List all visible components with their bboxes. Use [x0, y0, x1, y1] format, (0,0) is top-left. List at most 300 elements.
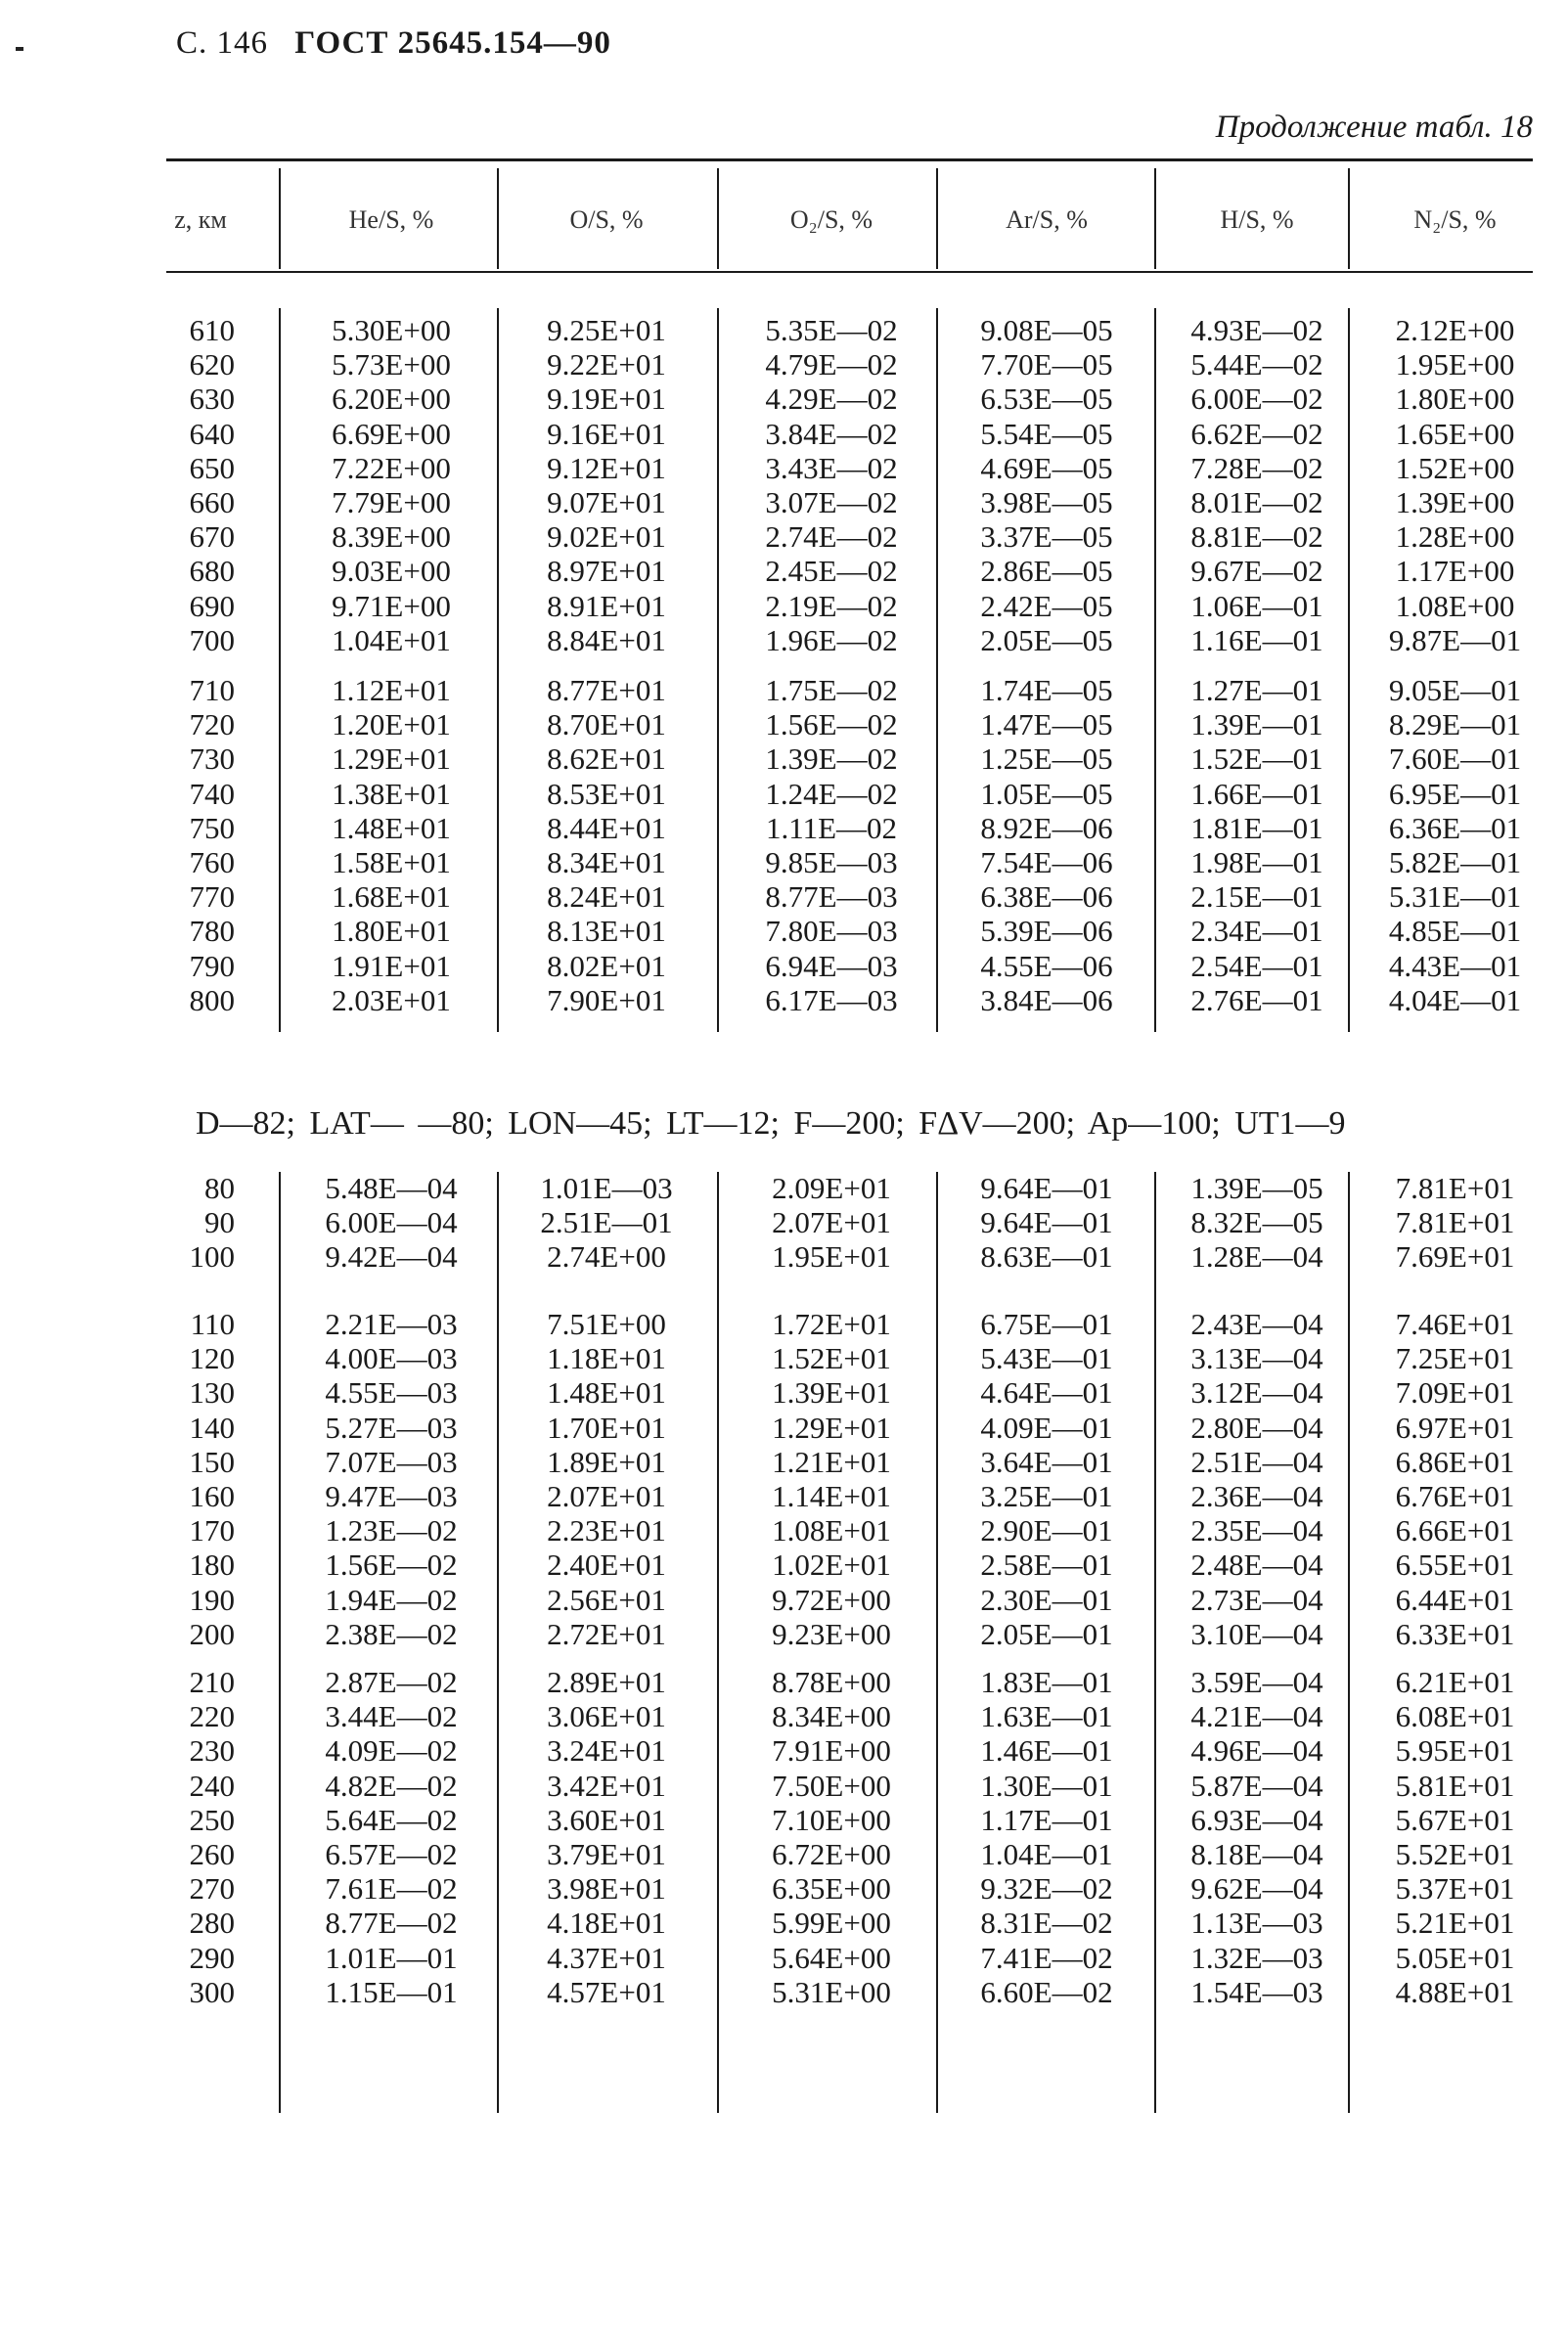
cell-o2: 1.52E+01	[772, 1341, 891, 1376]
document-code: ГОСТ 25645.154—90	[294, 25, 611, 61]
cell-o2: 7.50E+00	[772, 1768, 891, 1803]
cell-altitude: 260	[189, 1837, 235, 1871]
cell-altitude: 630	[189, 381, 235, 417]
cell-h: 7.28E—02	[1190, 450, 1323, 485]
cell-o: 9.19E+01	[547, 381, 666, 417]
cell-h: 1.39E—05	[1190, 1171, 1323, 1205]
cell-o2: 2.45E—02	[765, 554, 898, 589]
cell-altitude: 670	[189, 519, 235, 555]
cell-ar: 4.55E—06	[980, 948, 1113, 983]
table-top-rule	[166, 158, 1533, 161]
cell-ar: 2.30E—01	[980, 1582, 1113, 1617]
cell-n2: 4.04E—01	[1388, 982, 1522, 1017]
cell-o2: 1.75E—02	[765, 673, 898, 707]
parameters-line: D—82; LAT— —80; LON—45; LT—12; F—200; FΔV—200; Ap—100; UT1—9	[196, 1105, 1346, 1142]
cell-o: 8.13E+01	[547, 914, 666, 949]
cell-h: 1.28E—04	[1190, 1239, 1323, 1275]
cell-o2: 1.08E+01	[772, 1513, 891, 1548]
cell-o: 9.07E+01	[547, 485, 666, 519]
cell-o: 9.22E+01	[547, 347, 666, 382]
cell-o: 2.72E+01	[547, 1616, 666, 1651]
cell-ar: 1.30E—01	[980, 1768, 1113, 1803]
cell-he: 1.38E+01	[332, 776, 451, 811]
cell-o: 1.18E+01	[547, 1341, 666, 1376]
cell-ar: 2.05E—05	[980, 622, 1113, 657]
cell-altitude: 730	[189, 741, 235, 777]
cell-he: 1.58E+01	[332, 845, 451, 879]
cell-o2: 3.07E—02	[765, 485, 898, 519]
cell-altitude: 780	[189, 914, 235, 949]
cell-o2: 1.39E—02	[765, 741, 898, 777]
cell-h: 1.98E—01	[1190, 845, 1323, 879]
cell-he: 2.03E+01	[332, 982, 451, 1017]
cell-altitude: 220	[189, 1699, 235, 1734]
column-header-n2: N₂/S, %	[1413, 205, 1497, 234]
cell-ar: 6.60E—02	[980, 1974, 1113, 2009]
cell-n2: 1.52E+00	[1395, 450, 1515, 485]
cell-he: 1.04E+01	[332, 622, 451, 657]
cell-ar: 9.32E—02	[980, 1871, 1113, 1907]
cell-o2: 2.74E—02	[765, 519, 898, 555]
cell-he: 6.20E+00	[332, 381, 451, 417]
cell-o2: 8.78E+00	[772, 1665, 891, 1699]
cell-he: 7.22E+00	[332, 450, 451, 485]
cell-o: 9.25E+01	[547, 313, 666, 347]
cell-o2: 1.14E+01	[772, 1479, 891, 1513]
cell-ar: 7.70E—05	[980, 347, 1113, 382]
table-row	[0, 1975, 1568, 2009]
cell-h: 9.62E—04	[1190, 1871, 1323, 1907]
table-row	[0, 417, 1568, 451]
cell-h: 1.32E—03	[1190, 1940, 1323, 1975]
cell-altitude: 280	[189, 1906, 235, 1941]
cell-h: 6.93E—04	[1190, 1802, 1323, 1837]
cell-o: 3.42E+01	[547, 1768, 666, 1803]
cell-altitude: 800	[189, 982, 235, 1017]
column-divider	[279, 168, 281, 269]
cell-he: 1.91E+01	[332, 948, 451, 983]
cell-h: 1.39E—01	[1190, 707, 1323, 742]
cell-n2: 6.08E+01	[1395, 1699, 1515, 1734]
cell-altitude: 700	[189, 622, 235, 657]
cell-h: 2.54E—01	[1190, 948, 1323, 983]
cell-ar: 1.46E—01	[980, 1733, 1113, 1769]
cell-h: 6.00E—02	[1190, 381, 1323, 417]
cell-h: 3.59E—04	[1190, 1665, 1323, 1699]
cell-o: 7.51E+00	[547, 1307, 666, 1341]
table-header-rule	[166, 271, 1533, 273]
cell-ar: 5.39E—06	[980, 914, 1113, 949]
cell-o: 3.60E+01	[547, 1802, 666, 1837]
cell-he: 9.71E+00	[332, 588, 451, 623]
cell-o: 2.74E+00	[547, 1239, 666, 1275]
cell-o2: 2.09E+01	[772, 1171, 891, 1205]
table-row	[0, 1411, 1568, 1445]
cell-h: 5.87E—04	[1190, 1768, 1323, 1803]
cell-n2: 5.05E+01	[1395, 1940, 1515, 1975]
cell-n2: 2.12E+00	[1395, 313, 1515, 347]
column-header-he: He/S, %	[348, 205, 434, 234]
table-row	[0, 1733, 1568, 1768]
cell-o2: 2.19E—02	[765, 588, 898, 623]
cell-altitude: 210	[189, 1665, 235, 1699]
cell-he: 5.64E—02	[325, 1802, 458, 1837]
cell-n2: 6.36E—01	[1388, 810, 1522, 845]
cell-o: 3.98E+01	[547, 1871, 666, 1907]
cell-o: 2.40E+01	[547, 1548, 666, 1583]
cell-n2: 6.33E+01	[1395, 1616, 1515, 1651]
cell-altitude: 170	[189, 1513, 235, 1548]
cell-h: 3.12E—04	[1190, 1375, 1323, 1411]
cell-n2: 5.31E—01	[1388, 879, 1522, 915]
cell-altitude: 80	[204, 1171, 235, 1205]
cell-o: 8.77E+01	[547, 673, 666, 707]
cell-o: 1.89E+01	[547, 1444, 666, 1479]
cell-altitude: 120	[189, 1341, 235, 1376]
cell-altitude: 250	[189, 1802, 235, 1837]
cell-o2: 1.96E—02	[765, 622, 898, 657]
cell-he: 2.87E—02	[325, 1665, 458, 1699]
cell-he: 2.38E—02	[325, 1616, 458, 1651]
cell-o: 8.34E+01	[547, 845, 666, 879]
cell-o2: 4.79E—02	[765, 347, 898, 382]
cell-o2: 8.34E+00	[772, 1699, 891, 1734]
cell-o: 8.97E+01	[547, 554, 666, 589]
table-row	[0, 673, 1568, 707]
cell-o: 3.24E+01	[547, 1733, 666, 1769]
cell-n2: 6.44E+01	[1395, 1582, 1515, 1617]
cell-ar: 3.98E—05	[980, 485, 1113, 519]
cell-o2: 9.85E—03	[765, 845, 898, 879]
cell-o: 4.57E+01	[547, 1974, 666, 2009]
column-divider	[1154, 168, 1156, 269]
cell-o: 7.90E+01	[547, 982, 666, 1017]
cell-o2: 3.84E—02	[765, 416, 898, 451]
cell-ar: 8.31E—02	[980, 1906, 1113, 1941]
cell-h: 2.76E—01	[1190, 982, 1323, 1017]
table-row	[0, 777, 1568, 811]
cell-h: 1.66E—01	[1190, 776, 1323, 811]
cell-n2: 4.43E—01	[1388, 948, 1522, 983]
cell-he: 1.80E+01	[332, 914, 451, 949]
cell-o2: 1.95E+01	[772, 1239, 891, 1275]
cell-altitude: 200	[189, 1616, 235, 1651]
table-row	[0, 1375, 1568, 1410]
cell-altitude: 790	[189, 948, 235, 983]
cell-o: 8.24E+01	[547, 879, 666, 915]
cell-ar: 6.75E—01	[980, 1307, 1113, 1341]
table-row	[0, 1205, 1568, 1239]
cell-o2: 1.39E+01	[772, 1375, 891, 1411]
column-header-o: O/S, %	[569, 205, 644, 234]
cell-h: 2.34E—01	[1190, 914, 1323, 949]
cell-he: 5.48E—04	[325, 1171, 458, 1205]
cell-o: 8.62E+01	[547, 741, 666, 777]
table-row	[0, 1803, 1568, 1837]
cell-n2: 6.21E+01	[1395, 1665, 1515, 1699]
cell-o: 1.48E+01	[547, 1375, 666, 1411]
cell-altitude: 610	[189, 313, 235, 347]
cell-altitude: 110	[190, 1307, 235, 1341]
cell-he: 2.21E—03	[325, 1307, 458, 1341]
cell-he: 1.15E—01	[325, 1974, 458, 2009]
cell-he: 5.27E—03	[325, 1410, 458, 1445]
cell-n2: 4.88E+01	[1395, 1974, 1515, 2009]
cell-n2: 8.29E—01	[1388, 707, 1522, 742]
cell-o: 3.06E+01	[547, 1699, 666, 1734]
column-header-altitude: z, км	[174, 205, 227, 234]
cell-he: 1.29E+01	[332, 741, 451, 777]
cell-n2: 4.85E—01	[1388, 914, 1522, 949]
cell-he: 7.79E+00	[332, 485, 451, 519]
cell-h: 2.43E—04	[1190, 1307, 1323, 1341]
cell-ar: 3.37E—05	[980, 519, 1113, 555]
cell-n2: 9.05E—01	[1388, 673, 1522, 707]
cell-o2: 1.24E—02	[765, 776, 898, 811]
cell-n2: 9.87E—01	[1388, 622, 1522, 657]
cell-h: 2.48E—04	[1190, 1548, 1323, 1583]
table-row	[0, 1837, 1568, 1871]
cell-n2: 7.69E+01	[1395, 1239, 1515, 1275]
table-row	[0, 589, 1568, 623]
cell-ar: 9.08E—05	[980, 313, 1113, 347]
cell-o: 8.02E+01	[547, 948, 666, 983]
table-row	[0, 1871, 1568, 1906]
cell-h: 2.73E—04	[1190, 1582, 1323, 1617]
cell-ar: 8.63E—01	[980, 1239, 1113, 1275]
cell-o2: 1.56E—02	[765, 707, 898, 742]
cell-n2: 6.95E—01	[1388, 776, 1522, 811]
table-row	[0, 1239, 1568, 1274]
cell-o2: 1.72E+01	[772, 1307, 891, 1341]
cell-o: 1.01E—03	[540, 1171, 673, 1205]
cell-o: 9.02E+01	[547, 519, 666, 555]
table-row	[0, 949, 1568, 983]
table-row	[0, 554, 1568, 588]
table-row	[0, 1479, 1568, 1513]
cell-h: 8.81E—02	[1190, 519, 1323, 555]
cell-o2: 4.29E—02	[765, 381, 898, 417]
cell-he: 8.77E—02	[325, 1906, 458, 1941]
table-row	[0, 1906, 1568, 1940]
cell-altitude: 680	[189, 554, 235, 589]
cell-he: 4.00E—03	[325, 1341, 458, 1376]
table-row	[0, 1769, 1568, 1803]
table-row	[0, 485, 1568, 519]
cell-altitude: 300	[189, 1974, 235, 2009]
cell-n2: 1.17E+00	[1395, 554, 1515, 589]
cell-ar: 6.53E—05	[980, 381, 1113, 417]
table-row	[0, 1665, 1568, 1699]
cell-h: 9.67E—02	[1190, 554, 1323, 589]
cell-he: 6.57E—02	[325, 1837, 458, 1871]
cell-he: 4.82E—02	[325, 1768, 458, 1803]
column-divider	[717, 168, 719, 269]
cell-o2: 1.02E+01	[772, 1548, 891, 1583]
cell-h: 2.15E—01	[1190, 879, 1323, 915]
cell-h: 3.13E—04	[1190, 1341, 1323, 1376]
cell-ar: 3.25E—01	[980, 1479, 1113, 1513]
table-row	[0, 347, 1568, 381]
cell-ar: 2.05E—01	[980, 1616, 1113, 1651]
cell-o: 2.89E+01	[547, 1665, 666, 1699]
cell-o2: 9.23E+00	[772, 1616, 891, 1651]
cell-altitude: 100	[189, 1239, 235, 1275]
cell-altitude: 770	[189, 879, 235, 915]
cell-o2: 7.10E+00	[772, 1802, 891, 1837]
table-row	[0, 707, 1568, 741]
cell-altitude: 140	[189, 1410, 235, 1445]
cell-n2: 6.97E+01	[1395, 1410, 1515, 1445]
cell-altitude: 240	[189, 1768, 235, 1803]
cell-h: 2.36E—04	[1190, 1479, 1323, 1513]
cell-ar: 1.04E—01	[980, 1837, 1113, 1871]
table-row	[0, 623, 1568, 657]
cell-o: 8.91E+01	[547, 588, 666, 623]
cell-he: 9.03E+00	[332, 554, 451, 589]
cell-n2: 7.81E+01	[1395, 1205, 1515, 1240]
cell-o2: 6.17E—03	[765, 982, 898, 1017]
cell-he: 4.09E—02	[325, 1733, 458, 1769]
cell-o2: 1.29E+01	[772, 1410, 891, 1445]
cell-ar: 1.05E—05	[980, 776, 1113, 811]
cell-n2: 6.86E+01	[1395, 1444, 1515, 1479]
cell-n2: 1.80E+00	[1395, 381, 1515, 417]
cell-h: 5.44E—02	[1190, 347, 1323, 382]
cell-o: 8.70E+01	[547, 707, 666, 742]
table-row	[0, 1548, 1568, 1582]
cell-altitude: 230	[189, 1733, 235, 1769]
cell-ar: 4.09E—01	[980, 1410, 1113, 1445]
cell-n2: 1.28E+00	[1395, 519, 1515, 555]
cell-o2: 2.07E+01	[772, 1205, 891, 1240]
cell-o: 4.37E+01	[547, 1940, 666, 1975]
cell-altitude: 150	[189, 1444, 235, 1479]
cell-n2: 1.95E+00	[1395, 347, 1515, 382]
cell-ar: 2.42E—05	[980, 588, 1113, 623]
cell-ar: 8.92E—06	[980, 810, 1113, 845]
cell-he: 1.01E—01	[325, 1940, 458, 1975]
cell-o2: 6.94E—03	[765, 948, 898, 983]
cell-h: 4.93E—02	[1190, 313, 1323, 347]
cell-o: 2.51E—01	[540, 1205, 673, 1240]
cell-ar: 6.38E—06	[980, 879, 1113, 915]
cell-he: 1.94E—02	[325, 1582, 458, 1617]
cell-o2: 1.21E+01	[772, 1444, 891, 1479]
cell-o2: 7.80E—03	[765, 914, 898, 949]
cell-he: 4.55E—03	[325, 1375, 458, 1411]
cell-n2: 1.08E+00	[1395, 588, 1515, 623]
cell-ar: 4.64E—01	[980, 1375, 1113, 1411]
cell-o2: 8.77E—03	[765, 879, 898, 915]
cell-o: 9.12E+01	[547, 450, 666, 485]
cell-o2: 5.31E+00	[772, 1974, 891, 2009]
table-row	[0, 1445, 1568, 1479]
cell-altitude: 660	[189, 485, 235, 519]
cell-n2: 6.55E+01	[1395, 1548, 1515, 1583]
cell-n2: 5.52E+01	[1395, 1837, 1515, 1871]
column-header-h: H/S, %	[1220, 205, 1294, 234]
table-row	[0, 845, 1568, 879]
cell-o2: 5.35E—02	[765, 313, 898, 347]
scan-mark	[16, 47, 23, 51]
cell-altitude: 190	[189, 1582, 235, 1617]
cell-o2: 3.43E—02	[765, 450, 898, 485]
cell-o: 2.23E+01	[547, 1513, 666, 1548]
cell-o2: 5.64E+00	[772, 1940, 891, 1975]
cell-n2: 5.82E—01	[1388, 845, 1522, 879]
table-row	[0, 1171, 1568, 1205]
cell-he: 5.73E+00	[332, 347, 451, 382]
cell-h: 1.13E—03	[1190, 1906, 1323, 1941]
cell-altitude: 750	[189, 810, 235, 845]
cell-he: 6.00E—04	[325, 1205, 458, 1240]
table-row	[0, 381, 1568, 416]
column-header-ar: Ar/S, %	[1006, 205, 1088, 234]
cell-ar: 1.25E—05	[980, 741, 1113, 777]
cell-he: 3.44E—02	[325, 1699, 458, 1734]
cell-h: 1.54E—03	[1190, 1974, 1323, 2009]
cell-o: 3.79E+01	[547, 1837, 666, 1871]
column-header-o2: O₂/S, %	[789, 205, 874, 234]
cell-altitude: 720	[189, 707, 235, 742]
cell-n2: 7.81E+01	[1395, 1171, 1515, 1205]
cell-o: 8.53E+01	[547, 776, 666, 811]
cell-ar: 9.64E—01	[980, 1171, 1113, 1205]
table-row	[0, 1941, 1568, 1975]
cell-n2: 7.09E+01	[1395, 1375, 1515, 1411]
cell-altitude: 710	[189, 673, 235, 707]
cell-h: 3.10E—04	[1190, 1616, 1323, 1651]
cell-h: 1.16E—01	[1190, 622, 1323, 657]
cell-n2: 7.25E+01	[1395, 1341, 1515, 1376]
cell-o: 2.07E+01	[547, 1479, 666, 1513]
cell-he: 9.47E—03	[325, 1479, 458, 1513]
cell-he: 9.42E—04	[325, 1239, 458, 1275]
table-row	[0, 519, 1568, 554]
cell-n2: 5.81E+01	[1395, 1768, 1515, 1803]
cell-he: 8.39E+00	[332, 519, 451, 555]
cell-h: 1.27E—01	[1190, 673, 1323, 707]
cell-he: 5.30E+00	[332, 313, 451, 347]
page-header	[176, 25, 611, 62]
cell-he: 1.12E+01	[332, 673, 451, 707]
cell-ar: 2.90E—01	[980, 1513, 1113, 1548]
cell-he: 1.68E+01	[332, 879, 451, 915]
cell-o2: 9.72E+00	[772, 1582, 891, 1617]
table-row	[0, 1513, 1568, 1548]
cell-h: 2.80E—04	[1190, 1410, 1323, 1445]
cell-o2: 7.91E+00	[772, 1733, 891, 1769]
cell-he: 6.69E+00	[332, 416, 451, 451]
table-row	[0, 1617, 1568, 1651]
cell-o2: 1.11E—02	[765, 810, 898, 845]
cell-altitude: 650	[189, 450, 235, 485]
cell-ar: 2.58E—01	[980, 1548, 1113, 1583]
cell-h: 8.01E—02	[1190, 485, 1323, 519]
cell-o: 1.70E+01	[547, 1410, 666, 1445]
cell-n2: 6.76E+01	[1395, 1479, 1515, 1513]
cell-h: 1.52E—01	[1190, 741, 1323, 777]
table-continuation-label: Продолжение табл. 18	[1215, 110, 1533, 145]
cell-altitude: 180	[189, 1548, 235, 1583]
cell-ar: 5.54E—05	[980, 416, 1113, 451]
cell-he: 7.61E—02	[325, 1871, 458, 1907]
table-row	[0, 451, 1568, 485]
cell-n2: 7.60E—01	[1388, 741, 1522, 777]
cell-h: 8.18E—04	[1190, 1837, 1323, 1871]
cell-altitude: 160	[189, 1479, 235, 1513]
